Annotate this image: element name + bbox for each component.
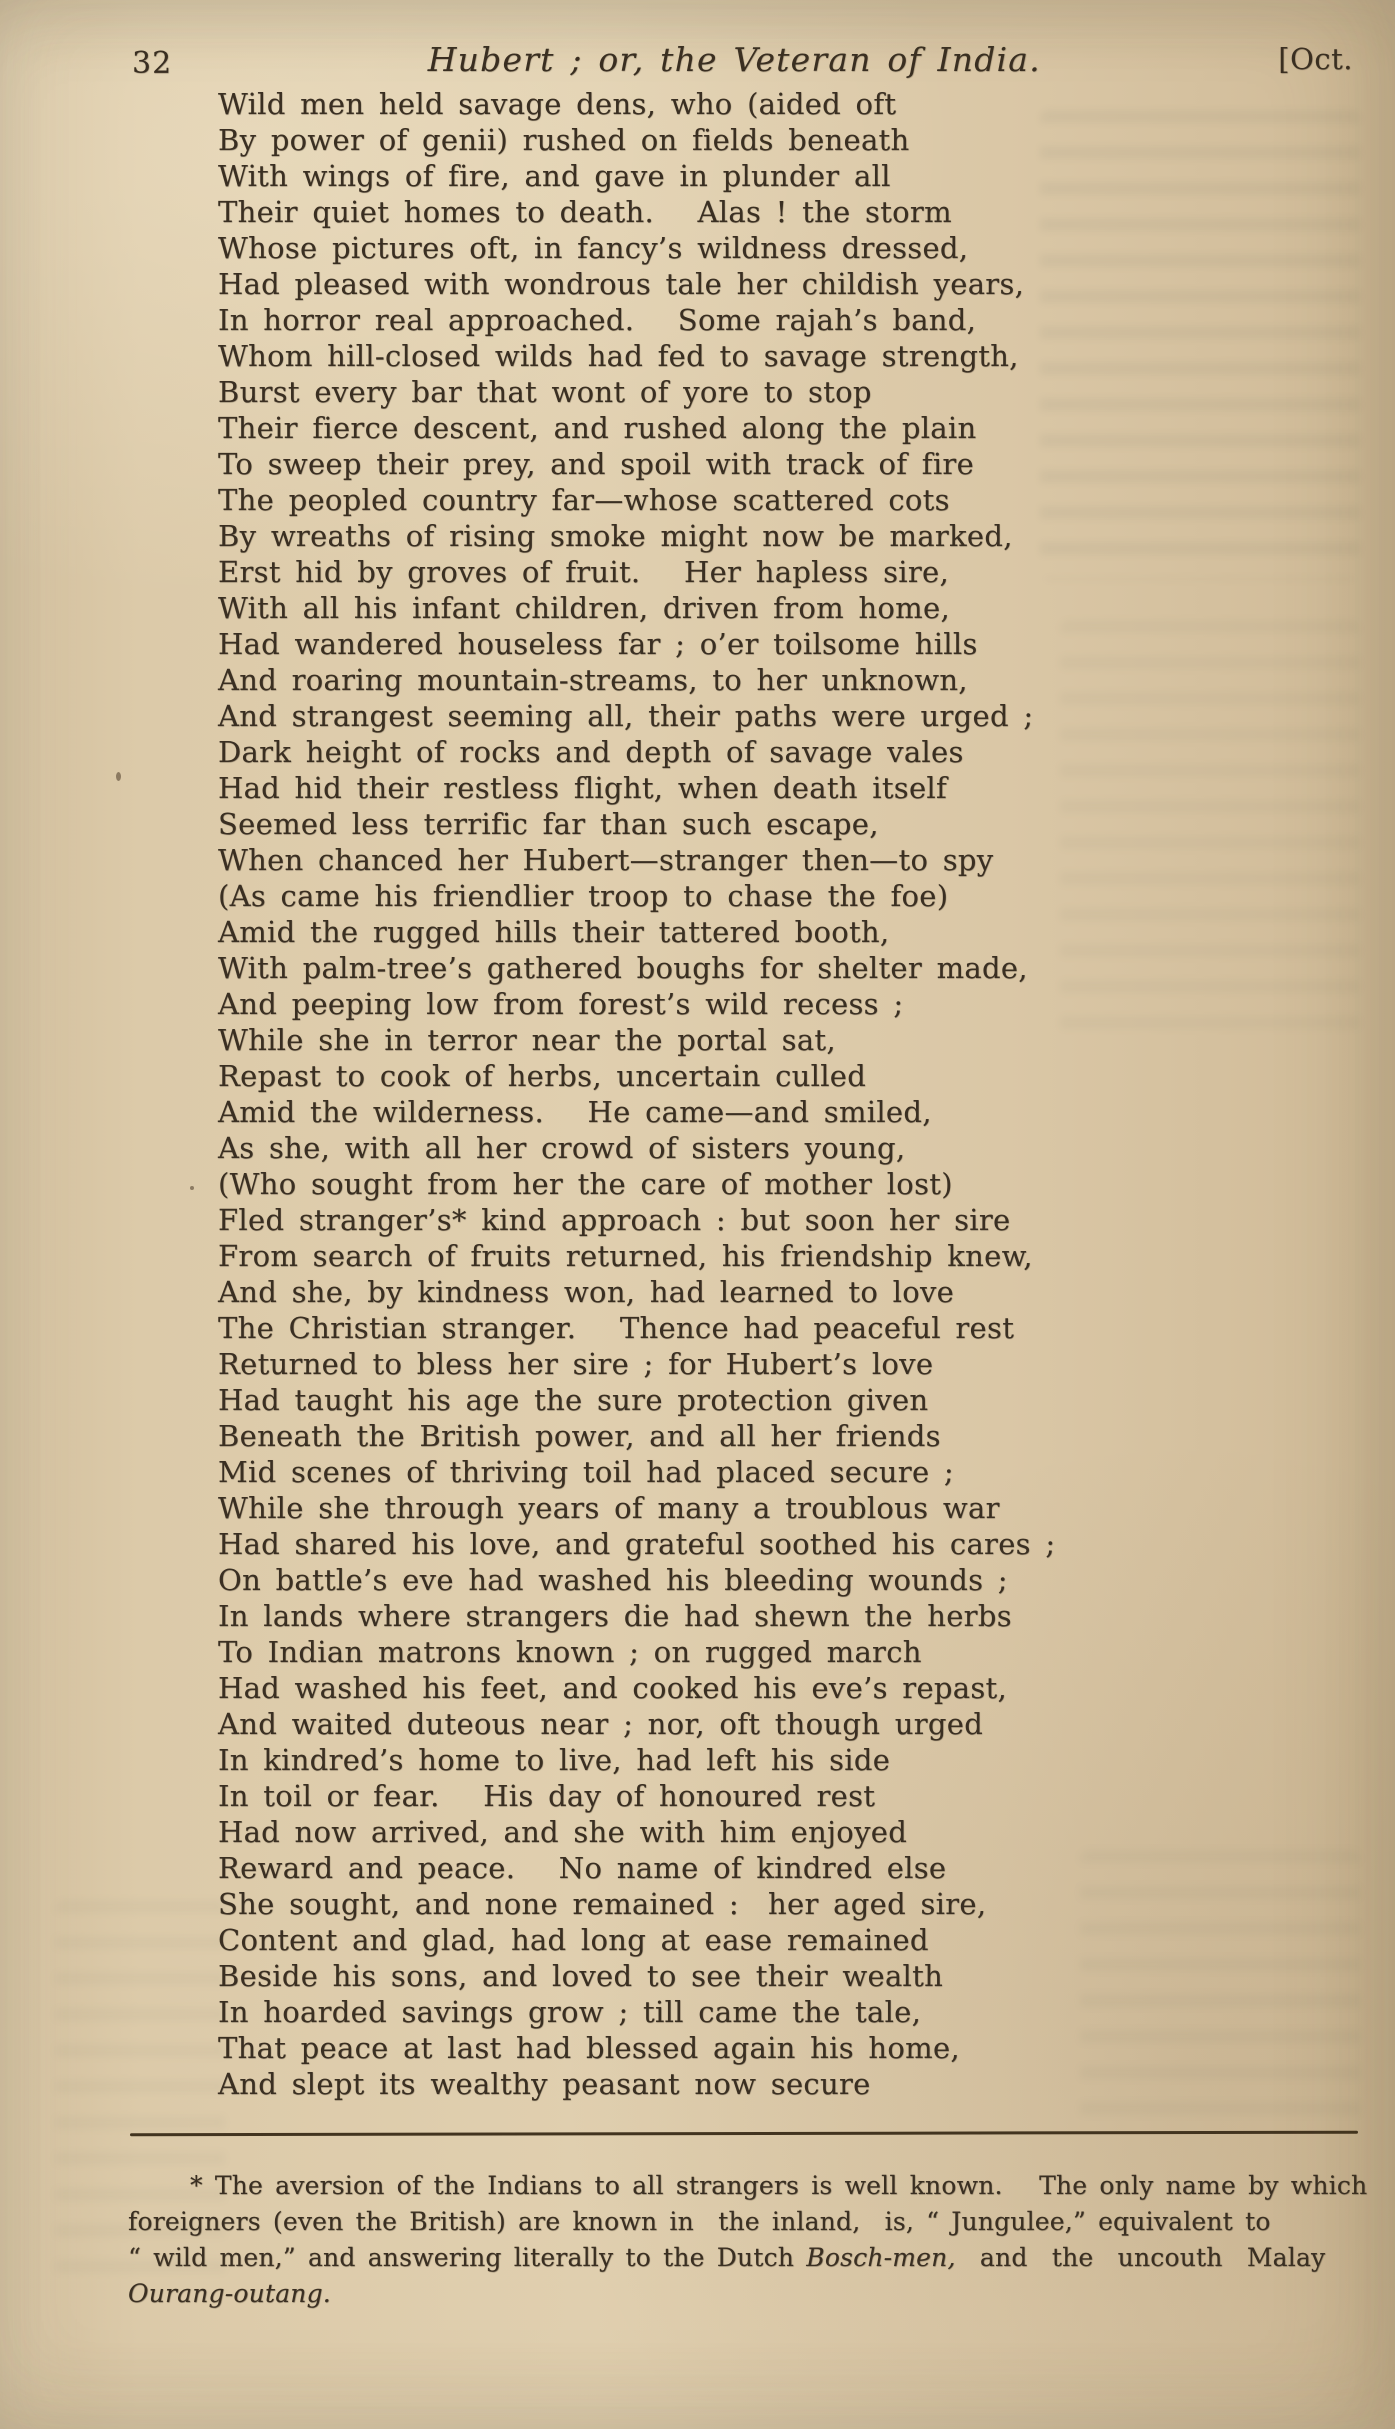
- poem-line: As she, with all her crowd of sisters young,: [218, 1131, 906, 1165]
- footnote-line: [128, 2276, 1373, 2312]
- issue-date: [Oct.: [1278, 42, 1353, 76]
- poem-line: Had taught his age the sure protection given: [218, 1383, 929, 1417]
- poem-line: Burst every bar that wont of yore to stop: [218, 375, 872, 409]
- poem-line: And peeping low from forest’s wild recess ;: [218, 987, 904, 1021]
- poem-text: [218, 86, 1178, 2102]
- poem-line: And slept its wealthy peasant now secure: [218, 2067, 871, 2101]
- poem-line: In kindred’s home to live, had left his side: [218, 1743, 891, 1777]
- poem-line: Their fierce descent, and rushed along the plain: [218, 411, 977, 445]
- poem-line: In lands where strangers die had shewn the herbs: [218, 1599, 1012, 1633]
- poem-line: Whom hill-closed wilds had fed to savage strength,: [218, 339, 1019, 373]
- poem-line: Amid the wilderness. He came—and smiled,: [218, 1095, 932, 1129]
- poem-line: Had pleased with wondrous tale her childish years,: [218, 267, 1025, 301]
- poem-line: In hoarded savings grow ; till came the tale,: [218, 1995, 922, 2029]
- poem-line: And waited duteous near ; nor, oft though urged: [218, 1707, 984, 1741]
- footnote-line: foreigners (even the British) are known in the inland, is, “ Jungulee,” equivalent to: [128, 2207, 1271, 2236]
- poem-line: Wild men held savage dens, who (aided oft: [218, 87, 897, 121]
- poem-line: Erst hid by groves of fruit. Her hapless sire,: [218, 555, 949, 589]
- poem-line: And roaring mountain-streams, to her unknown,: [218, 663, 968, 697]
- poem-line: Reward and peace. No name of kindred else: [218, 1851, 947, 1885]
- poem-line: And she, by kindness won, had learned to love: [218, 1275, 955, 1309]
- poem-line: And strangest seeming all, their paths were urged ;: [218, 699, 1034, 733]
- poem-line: Dark height of rocks and depth of savage vales: [218, 735, 964, 769]
- poem-line: She sought, and none remained : her aged sire,: [218, 1887, 987, 1921]
- ink-speck: [190, 1186, 194, 1190]
- footnote-text: and the uncouth Malay: [955, 2243, 1326, 2272]
- footnote-divider: [130, 2131, 1358, 2137]
- running-title: Hubert ; or, the Veteran of India.: [427, 40, 1041, 79]
- poem-line: Whose pictures oft, in fancy’s wildness dressed,: [218, 231, 969, 265]
- poem-line: Had washed his feet, and cooked his eve’s repast,: [218, 1671, 1008, 1705]
- poem-line: Repast to cook of herbs, uncertain culled: [218, 1059, 867, 1093]
- footnote: [128, 2168, 1373, 2312]
- poem-line: Returned to bless her sire ; for Hubert’s love: [218, 1347, 934, 1381]
- poem-line: Had wandered houseless far ; o’er toilsome hills: [218, 627, 978, 661]
- poem-line: (As came his friendlier troop to chase the foe): [218, 879, 949, 913]
- poem-line: The Christian stranger. Thence had peaceful rest: [218, 1311, 1015, 1345]
- footnote-text: “ wild men,” and answering literally to the Dutch: [128, 2243, 807, 2272]
- poem-line: With all his infant children, driven from home,: [218, 591, 950, 625]
- footnote-italic-term: Bosch-men,: [806, 2243, 956, 2272]
- poem-line: (Who sought from her the care of mother lost): [218, 1167, 953, 1201]
- poem-line: By power of genii) rushed on fields beneath: [218, 123, 910, 157]
- poem-line: When chanced her Hubert—stranger then—to spy: [218, 843, 994, 877]
- poem-line: Had shared his love, and grateful soothed his cares ;: [218, 1527, 1056, 1561]
- poem-line: Beside his sons, and loved to see their wealth: [218, 1959, 944, 1993]
- poem-line: In horror real approached. Some rajah’s band,: [218, 303, 977, 337]
- poem-line: Seemed less terrific far than such escape,: [218, 807, 879, 841]
- poem-line: Mid scenes of thriving toil had placed secure ;: [218, 1455, 954, 1489]
- ink-speck: [116, 772, 121, 781]
- footnote-line: [128, 2240, 1373, 2276]
- poem-line: Beneath the British power, and all her friends: [218, 1419, 941, 1453]
- poem-line: Amid the rugged hills their tattered booth,: [218, 915, 890, 949]
- poem-line: With palm-tree’s gathered boughs for shelter made,: [218, 951, 1028, 985]
- poem-line: To Indian matrons known ; on rugged march: [218, 1635, 922, 1669]
- poem-line: Had now arrived, and she with him enjoyed: [218, 1815, 908, 1849]
- poem-line: The peopled country far—whose scattered cots: [218, 483, 950, 517]
- poem-line: While she in terror near the portal sat,: [218, 1023, 836, 1057]
- poem-line: On battle’s eve had washed his bleeding wounds ;: [218, 1563, 1008, 1597]
- poem-line: Content and glad, had long at ease remained: [218, 1923, 929, 1957]
- poem-line: Fled stranger’s* kind approach : but soon her sire: [218, 1203, 1011, 1237]
- poem-line: In toil or fear. His day of honoured rest: [218, 1779, 876, 1813]
- poem-line: To sweep their prey, and spoil with track of fire: [218, 447, 975, 481]
- footnote-line: * The aversion of the Indians to all strangers is well known. The only name by which: [190, 2171, 1368, 2200]
- poem-line: With wings of fire, and gave in plunder all: [218, 159, 891, 193]
- poem-line: From search of fruits returned, his friendship knew,: [218, 1239, 1033, 1273]
- poem-line: That peace at last had blessed again his home,: [218, 2031, 960, 2065]
- poem-line: While she through years of many a troublous war: [218, 1491, 1000, 1525]
- poem-line: Had hid their restless flight, when death itself: [218, 771, 948, 805]
- footnote-italic-term: Ourang-outang.: [128, 2279, 331, 2308]
- poem-line: Their quiet homes to death. Alas ! the storm: [218, 195, 952, 229]
- page-number: 32: [132, 46, 173, 81]
- poem-line: By wreaths of rising smoke might now be marked,: [218, 519, 1013, 553]
